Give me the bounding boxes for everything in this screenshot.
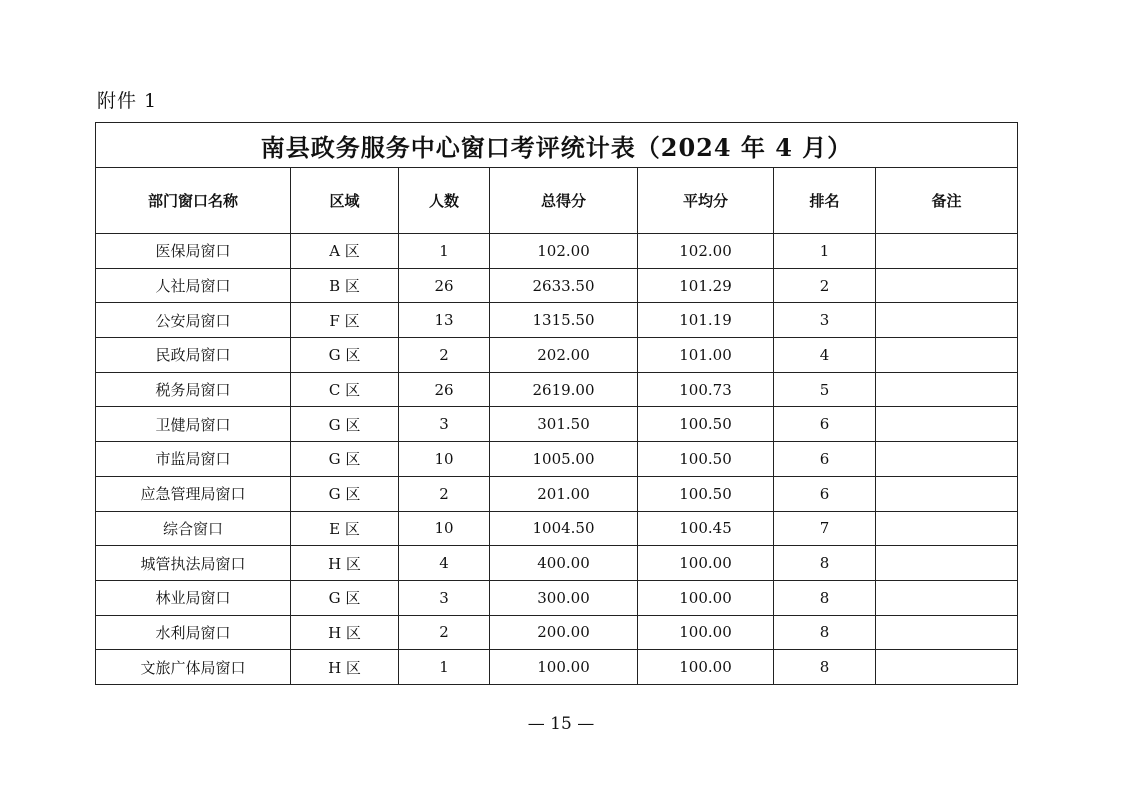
total-score-cell: 400.00: [490, 546, 638, 581]
page-number: — 15 —: [527, 714, 595, 734]
remarks-cell: [876, 372, 1018, 407]
total-score-cell: 2619.00: [490, 372, 638, 407]
header-count: 人数: [399, 168, 490, 234]
average-score-cell: 100.50: [638, 407, 774, 442]
count-cell: 10: [399, 442, 490, 477]
count-cell: 4: [399, 546, 490, 581]
header-average-score: 平均分: [638, 168, 774, 234]
area-cell: G 区: [291, 580, 399, 615]
remarks-cell: [876, 580, 1018, 615]
area-cell: G 区: [291, 442, 399, 477]
table-row: [96, 268, 1018, 303]
average-score-cell: 100.00: [638, 650, 774, 685]
remarks-cell: [876, 615, 1018, 650]
table-row: [96, 476, 1018, 511]
average-score-cell: 100.00: [638, 546, 774, 581]
area-cell: H 区: [291, 650, 399, 685]
header-area: 区域: [291, 168, 399, 234]
remarks-cell: [876, 338, 1018, 373]
average-score-cell: 100.50: [638, 442, 774, 477]
area-cell: C 区: [291, 372, 399, 407]
department-cell: 卫健局窗口: [96, 407, 291, 442]
count-cell: 1: [399, 650, 490, 685]
average-score-cell: 101.00: [638, 338, 774, 373]
total-score-cell: 200.00: [490, 615, 638, 650]
department-cell: 市监局窗口: [96, 442, 291, 477]
count-cell: 3: [399, 407, 490, 442]
remarks-cell: [876, 546, 1018, 581]
table-row: [96, 338, 1018, 373]
remarks-cell: [876, 511, 1018, 546]
remarks-cell: [876, 476, 1018, 511]
area-cell: G 区: [291, 407, 399, 442]
table-title: 南县政务服务中心窗口考评统计表（2024 年 4 月）: [96, 123, 1018, 168]
remarks-cell: [876, 407, 1018, 442]
table-row: [96, 442, 1018, 477]
average-score-cell: 100.00: [638, 580, 774, 615]
count-cell: 1: [399, 234, 490, 269]
rank-cell: 2: [774, 268, 876, 303]
department-cell: 公安局窗口: [96, 303, 291, 338]
department-cell: 城管执法局窗口: [96, 546, 291, 581]
department-cell: 林业局窗口: [96, 580, 291, 615]
header-row: [96, 168, 1018, 234]
table-row: [96, 407, 1018, 442]
department-cell: 人社局窗口: [96, 268, 291, 303]
table-row: [96, 580, 1018, 615]
rank-cell: 7: [774, 511, 876, 546]
remarks-cell: [876, 234, 1018, 269]
header-total-score: 总得分: [490, 168, 638, 234]
remarks-cell: [876, 268, 1018, 303]
evaluation-table: [95, 122, 1018, 685]
table-row: [96, 650, 1018, 685]
total-score-cell: 202.00: [490, 338, 638, 373]
average-score-cell: 100.50: [638, 476, 774, 511]
area-cell: H 区: [291, 546, 399, 581]
department-cell: 税务局窗口: [96, 372, 291, 407]
table-row: [96, 546, 1018, 581]
title-row: [96, 123, 1018, 168]
table-row: [96, 615, 1018, 650]
total-score-cell: 102.00: [490, 234, 638, 269]
department-cell: 综合窗口: [96, 511, 291, 546]
department-cell: 医保局窗口: [96, 234, 291, 269]
rank-cell: 1: [774, 234, 876, 269]
total-score-cell: 300.00: [490, 580, 638, 615]
area-cell: G 区: [291, 338, 399, 373]
total-score-cell: 1315.50: [490, 303, 638, 338]
count-cell: 2: [399, 615, 490, 650]
total-score-cell: 1005.00: [490, 442, 638, 477]
rank-cell: 6: [774, 407, 876, 442]
attachment-label: 附件 1: [97, 90, 158, 112]
count-cell: 13: [399, 303, 490, 338]
area-cell: G 区: [291, 476, 399, 511]
table-row: [96, 303, 1018, 338]
area-cell: A 区: [291, 234, 399, 269]
rank-cell: 5: [774, 372, 876, 407]
area-cell: B 区: [291, 268, 399, 303]
total-score-cell: 100.00: [490, 650, 638, 685]
rank-cell: 8: [774, 580, 876, 615]
average-score-cell: 102.00: [638, 234, 774, 269]
total-score-cell: 301.50: [490, 407, 638, 442]
header-rank: 排名: [774, 168, 876, 234]
rank-cell: 6: [774, 442, 876, 477]
rank-cell: 8: [774, 650, 876, 685]
count-cell: 26: [399, 372, 490, 407]
table-row: [96, 372, 1018, 407]
remarks-cell: [876, 303, 1018, 338]
table-row: [96, 511, 1018, 546]
average-score-cell: 100.45: [638, 511, 774, 546]
count-cell: 3: [399, 580, 490, 615]
area-cell: H 区: [291, 615, 399, 650]
rank-cell: 3: [774, 303, 876, 338]
department-cell: 水利局窗口: [96, 615, 291, 650]
count-cell: 2: [399, 338, 490, 373]
department-cell: 文旅广体局窗口: [96, 650, 291, 685]
count-cell: 2: [399, 476, 490, 511]
remarks-cell: [876, 442, 1018, 477]
header-department: 部门窗口名称: [96, 168, 291, 234]
area-cell: E 区: [291, 511, 399, 546]
average-score-cell: 100.73: [638, 372, 774, 407]
average-score-cell: 100.00: [638, 615, 774, 650]
count-cell: 26: [399, 268, 490, 303]
average-score-cell: 101.19: [638, 303, 774, 338]
area-cell: F 区: [291, 303, 399, 338]
rank-cell: 6: [774, 476, 876, 511]
rank-cell: 8: [774, 546, 876, 581]
header-remarks: 备注: [876, 168, 1018, 234]
remarks-cell: [876, 650, 1018, 685]
department-cell: 应急管理局窗口: [96, 476, 291, 511]
total-score-cell: 2633.50: [490, 268, 638, 303]
rank-cell: 8: [774, 615, 876, 650]
total-score-cell: 201.00: [490, 476, 638, 511]
rank-cell: 4: [774, 338, 876, 373]
total-score-cell: 1004.50: [490, 511, 638, 546]
count-cell: 10: [399, 511, 490, 546]
average-score-cell: 101.29: [638, 268, 774, 303]
department-cell: 民政局窗口: [96, 338, 291, 373]
table-row: [96, 234, 1018, 269]
